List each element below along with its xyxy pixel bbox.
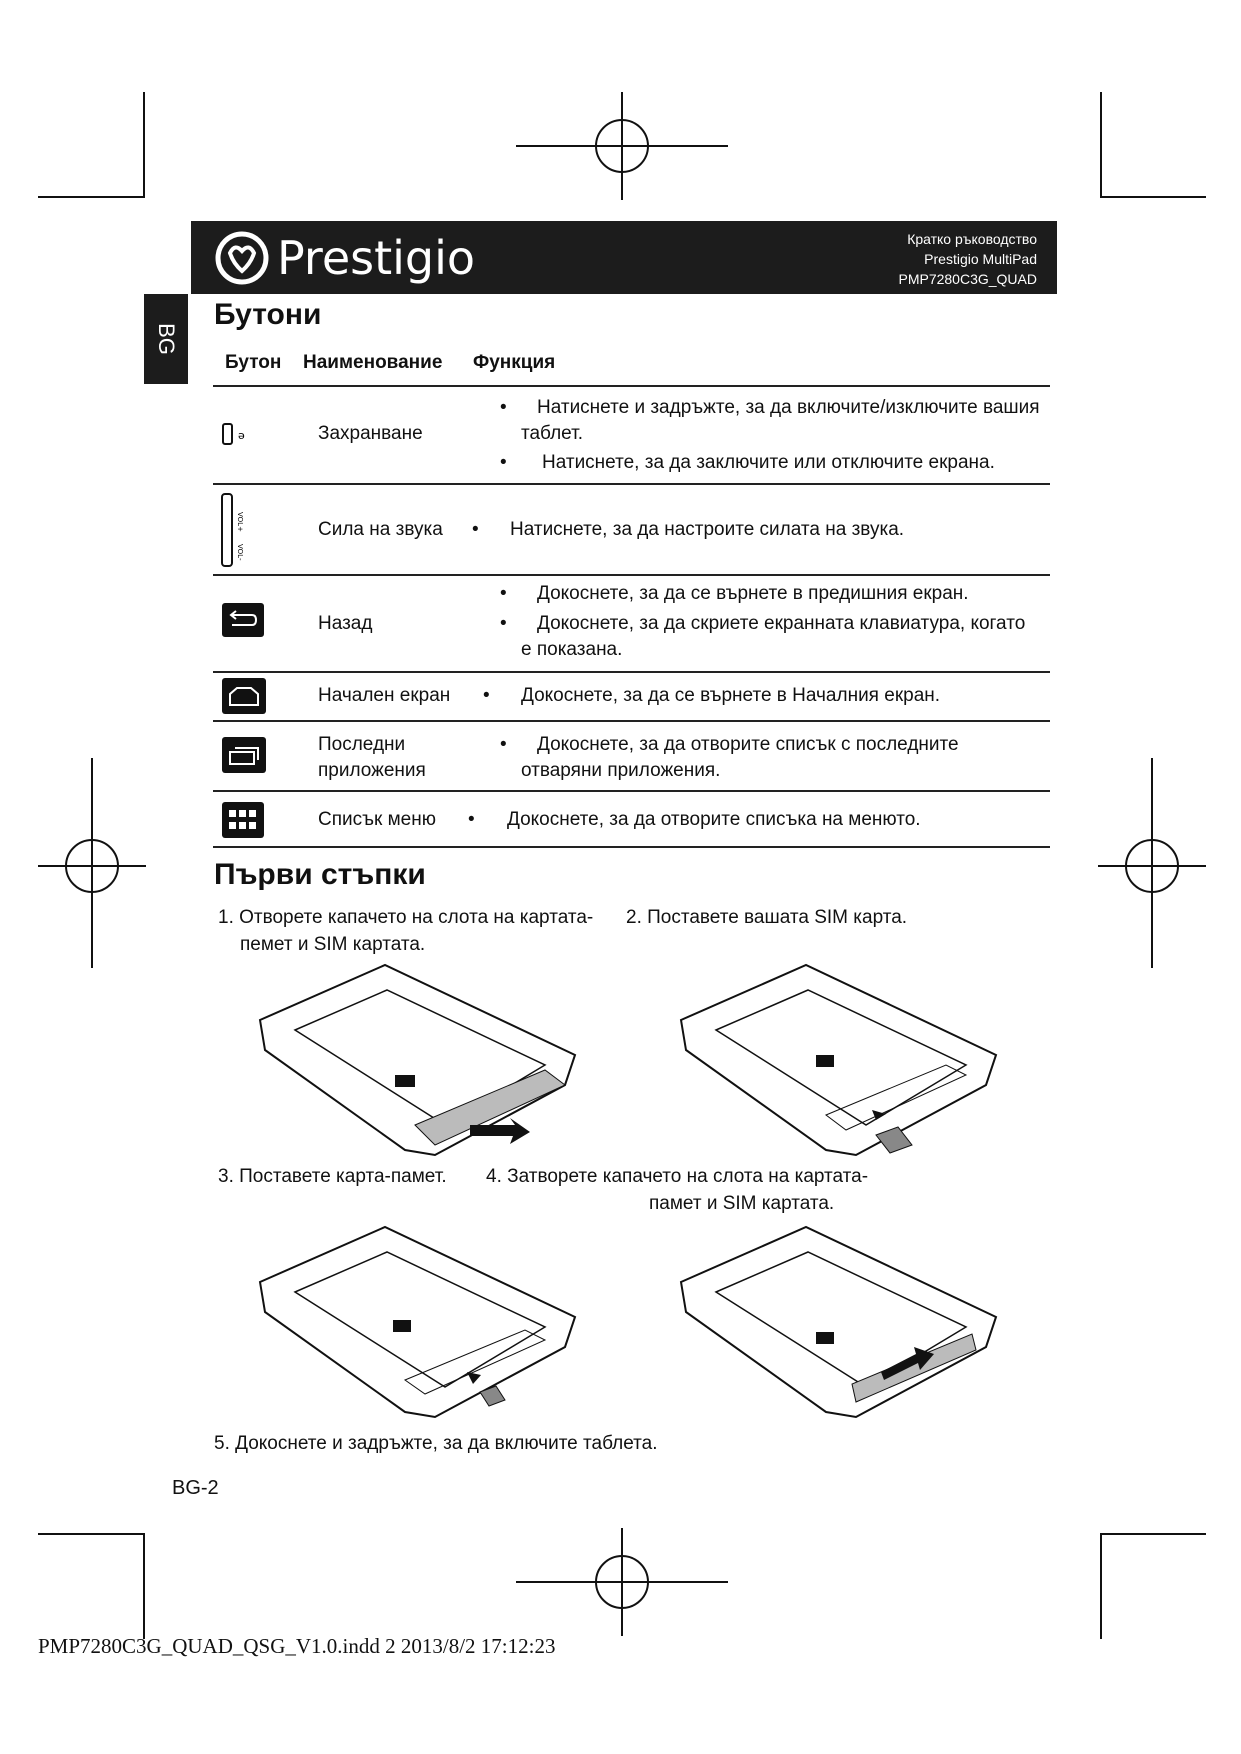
row-name: Назад <box>318 613 373 634</box>
col-header-button: Бутон <box>225 352 282 373</box>
guide-type: Кратко ръководство <box>907 231 1037 247</box>
brand-logo <box>215 230 475 286</box>
bullet: • <box>500 734 507 755</box>
table-divider <box>213 574 1050 576</box>
table-divider <box>213 483 1050 485</box>
row-function: Докоснете, за да отворите списък с последните отваряни приложения. <box>521 734 959 781</box>
power-button-icon <box>222 422 252 446</box>
row-function: Докоснете, за да се върнете в Началния екран. <box>521 685 941 706</box>
bullet: • <box>500 583 507 604</box>
volume-button-icon <box>220 492 250 568</box>
step-4 <box>486 1163 868 1217</box>
prestigio-logo-icon <box>215 231 269 285</box>
language-tab <box>144 294 188 384</box>
svg-text:VOL-: VOL- <box>236 544 244 561</box>
row-name <box>318 732 426 784</box>
illustration-open-slot <box>255 960 585 1160</box>
row-function: Докоснете, за да се върнете в предишния екран. <box>537 583 969 604</box>
row-name: Захранване <box>318 423 423 444</box>
recent-apps-icon <box>222 737 266 773</box>
bullet: • <box>500 613 507 634</box>
logo-text: Prestigio <box>277 231 476 285</box>
step-1-line: 1. Отворете капачето на слота на картата- <box>218 907 594 928</box>
step-2: 2. Поставете вашата SIM карта. <box>626 907 908 928</box>
menu-grid-icon <box>222 802 264 838</box>
bullet: • <box>500 452 507 473</box>
bullet: • <box>468 809 475 830</box>
row-function: Докоснете, за да отворите списъка на менюто. <box>507 809 921 830</box>
row-function: Докоснете, за да скриете екранната клавиатура, когато е показана. <box>521 613 1026 660</box>
bullet: • <box>472 519 479 540</box>
row-function: Натиснете, за да настроите силата на звука. <box>510 519 905 540</box>
step-1-line: пемет и SIM картата. <box>240 934 426 955</box>
product-name: Prestigio MultiPad <box>924 251 1037 267</box>
section-title-buttons: Бутони <box>214 298 322 331</box>
bullet: • <box>500 397 507 418</box>
table-divider <box>213 671 1050 673</box>
svg-text:ə: ə <box>238 429 245 442</box>
table-divider <box>213 720 1050 722</box>
illustration-insert-memory-card <box>255 1222 585 1422</box>
row-name: Сила на звука <box>318 519 443 540</box>
section-title-steps: Първи стъпки <box>214 858 426 891</box>
step-1 <box>218 904 593 958</box>
table-divider <box>213 790 1050 792</box>
file-slug: PMP7280C3G_QUAD_QSG_V1.0.indd 2 2013/8/2 17:12:23 <box>38 1634 556 1658</box>
model-code: PMP7280C3G_QUAD <box>898 271 1037 287</box>
step-3: 3. Поставете карта-памет. <box>218 1166 447 1187</box>
bullet: • <box>483 685 490 706</box>
header-meta <box>898 229 1037 289</box>
row-name: Начален екран <box>318 685 451 706</box>
svg-text:VOL+: VOL+ <box>236 512 244 532</box>
row-function: Натиснете, за да заключите или отключите екрана. <box>542 452 995 473</box>
page-number: BG-2 <box>172 1477 219 1499</box>
step-5: 5. Докоснете и задръжте, за да включите таблета. <box>214 1433 658 1454</box>
col-header-function: Функция <box>473 352 556 373</box>
row-name-line: Последни <box>318 734 406 755</box>
table-divider <box>213 846 1050 848</box>
table-divider <box>213 385 1050 387</box>
language-code: BG <box>154 323 179 355</box>
illustration-insert-sim <box>676 960 1006 1160</box>
row-name: Списък меню <box>318 809 436 830</box>
home-icon <box>222 678 266 714</box>
step-4-line: памет и SIM картата. <box>649 1193 835 1214</box>
illustration-close-slot <box>676 1222 1006 1422</box>
row-name-line: приложения <box>318 760 426 781</box>
step-4-line: 4. Затворете капачето на слота на картата- <box>486 1166 869 1187</box>
back-icon <box>222 603 264 637</box>
header-bar <box>191 221 1057 294</box>
col-header-name: Наименование <box>303 352 443 373</box>
row-function: Натиснете и задръжте, за да включите/изключите вашия таблет. <box>521 397 1040 444</box>
